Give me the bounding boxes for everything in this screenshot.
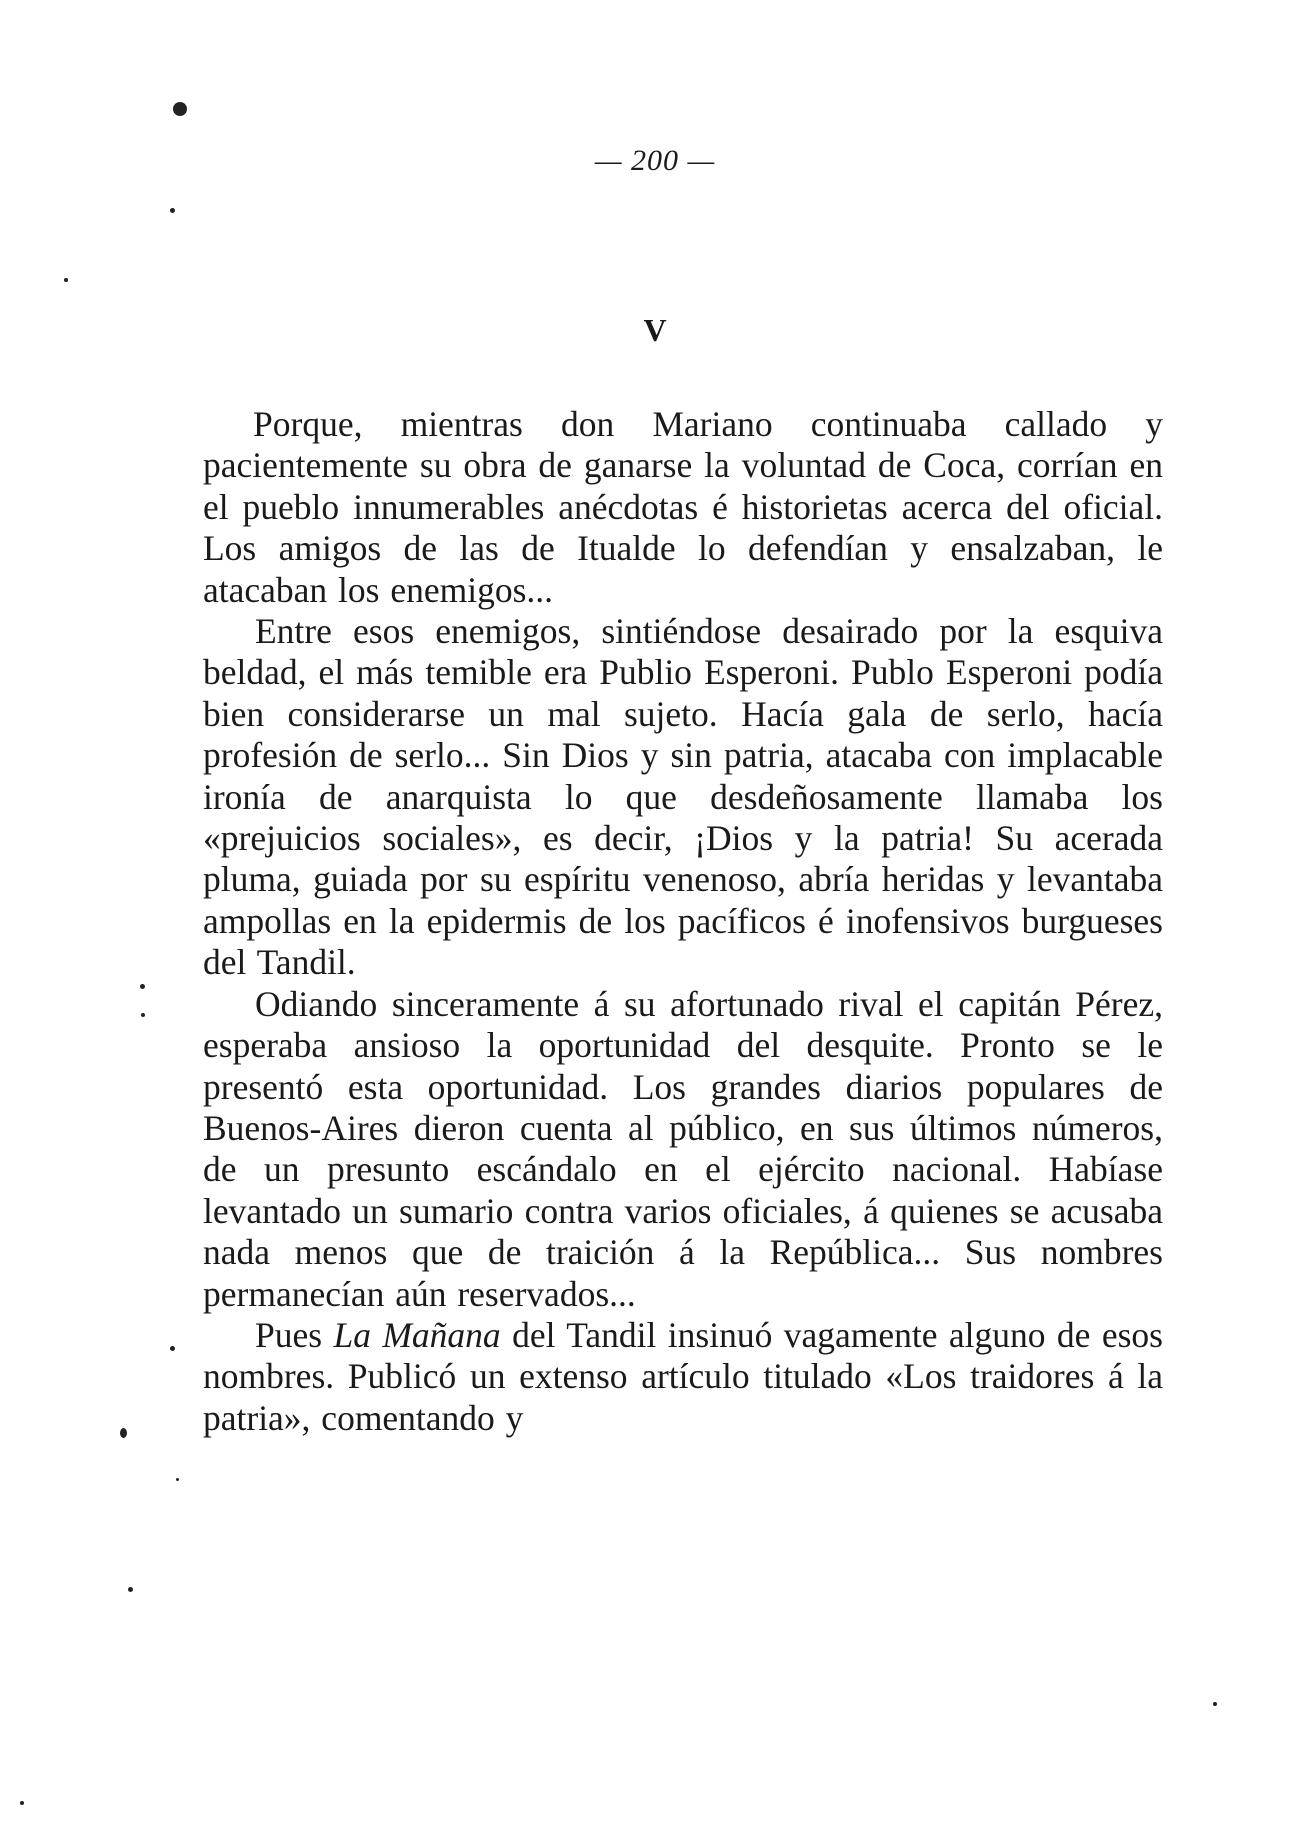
scan-speck: [1213, 1702, 1217, 1706]
chapter-heading: V: [643, 312, 667, 348]
scan-speck: [64, 278, 68, 282]
page-number: — 200 —: [594, 144, 716, 177]
scan-speck: [140, 984, 145, 989]
newspaper-title: La Mañana: [333, 1314, 501, 1355]
paragraph-3: Odiando sinceramente á su afortunado rival el capitán Pérez, esperaba ansioso la oportunidad del desquite. Pronto se le presentó esta oportunidad. Los grandes diarios populares de Buenos-Aires dieron cuenta al público, en sus últimos números, de un presunto escándalo en el ejército nacional. Habíase levantado un sumario contra varios oficiales, á quienes se acusaba nada menos que de traición á la República... Sus nombres permanecían aún reservados...: [203, 983, 1163, 1314]
paragraph-4-rest: del Tandil insinuó vagamente alguno de esos nombres. Publicó un extenso artículo titulado «Los traidores á la patria», comentando y: [203, 1314, 1163, 1438]
scan-speck: [20, 1801, 24, 1805]
scan-speck: [170, 1346, 175, 1351]
body-text: [203, 404, 1163, 1439]
scan-speck: [141, 1013, 145, 1017]
scan-speck: [176, 1478, 179, 1481]
paragraph-1: Porque, mientras don Mariano continuaba callado y pacientemente su obra de ganarse la voluntad de Coca, corrían en el pueblo innumerables anécdotas é historietas acerca del oficial. Los amigos de las de Itualde lo defendían y ensalzaban, le atacaban los enemigos...: [203, 404, 1163, 610]
paragraph-4: [203, 1315, 1163, 1439]
scan-speck: [173, 102, 187, 116]
paragraph-2: Entre esos enemigos, sintiéndose desairado por la esquiva beldad, el más temible era Publio Esperoni. Publo Esperoni podía bien considerarse un mal sujeto. Hacía gala de serlo, hacía profesión de serlo... Sin Dios y sin patria, atacaba con implacable ironía de anarquista lo que desdeñosamente llamaba los «prejuicios sociales», es decir, ¡Dios y la patria! Su acerada pluma, guiada por su espíritu venenoso, abría heridas y levantaba ampollas en la epidermis de los pacíficos é inofensivos burgueses del Tandil.: [203, 611, 1163, 983]
scan-speck: [128, 1587, 133, 1592]
scan-speck: [120, 1428, 127, 1438]
paragraph-4-start: Pues: [255, 1314, 334, 1355]
scan-speck: [170, 208, 175, 213]
